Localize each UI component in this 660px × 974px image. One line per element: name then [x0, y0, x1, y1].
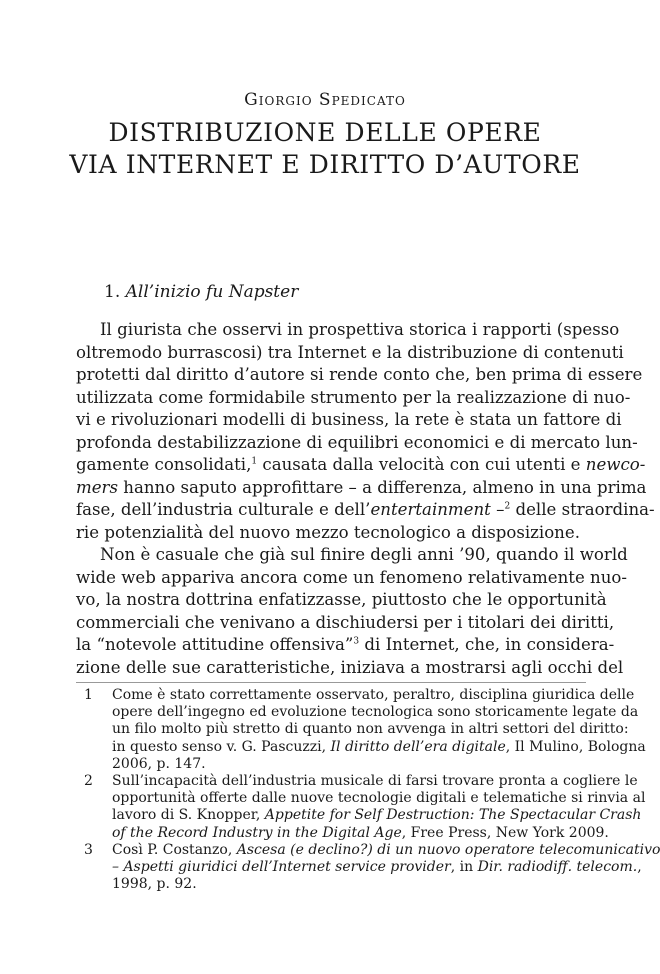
footnote-line: 2006, p. 147. [112, 755, 206, 772]
title-line-1: DISTRIBUZIONE DELLE OPERE [108, 118, 542, 147]
footnote-line [112, 807, 642, 824]
body-text-run-italic: newco- [585, 455, 646, 474]
body-text-run: gamente consolidati, [76, 455, 252, 474]
footnote-text-run: lavoro di S. Knopper, [112, 807, 265, 824]
footnote-text-run: , [637, 859, 642, 876]
footnote-line [112, 859, 642, 876]
footnote-number: 1 [84, 687, 93, 703]
body-line: commerciali che venivano a dischiudersi per i titolari dei diritti, [76, 612, 615, 632]
body-line [76, 454, 646, 477]
footnote-text-run-italic: – Aspetti giuridici dell’Internet service provider [112, 859, 451, 876]
footnote-text-run: , Free Press, New York 2009. [401, 824, 609, 841]
footnote-line: Come è stato correttamente osservato, peraltro, disciplina giuridica delle [112, 687, 635, 703]
footnote-text-run: , Il Mulino, Bologna [505, 738, 646, 755]
footnote-text-run-italic: Ascesa (e declino?) di un nuovo operatore telecomunicativo [236, 841, 660, 858]
footnote-text-run-italic: of the Record Industry in the Digital Age [112, 824, 402, 841]
section-number: 1. [104, 282, 121, 302]
footnote-1 [76, 687, 646, 773]
footnote-3 [76, 841, 660, 894]
footnote-number: 3 [84, 841, 93, 858]
footnote-ref-2[interactable]: 2 [504, 501, 511, 512]
body-text-run-italic: entertainment [370, 500, 491, 519]
body-line: rie potenzialità del nuovo mezzo tecnologico a disposizione. [76, 522, 580, 542]
body-line: vi e rivoluzionari modelli di business, la rete è stata un fattore di [76, 410, 622, 429]
body-line: vo, la nostra dottrina enfatizzasse, piuttosto che le opportunità [76, 590, 607, 609]
footnote-text-run: in questo senso v. G. Pascuzzi, [112, 738, 331, 755]
body-text-run: hanno saputo approfittare – a differenza, almeno in una prima [118, 477, 647, 497]
footnote-text-run: , in [450, 859, 478, 876]
footnote-line [112, 824, 609, 842]
footnote-ref-1[interactable]: 1 [251, 456, 258, 467]
footnote-divider [76, 682, 586, 683]
section-heading [104, 282, 298, 302]
author-name: Giorgio Spedicato [244, 90, 406, 110]
footnote-text-run-italic: Appetite for Self Destruction: The Spectacular Crash [264, 807, 642, 824]
body-text-run: causata dalla velocità con cui utenti e [257, 455, 586, 474]
body-text-run-italic: mers [76, 477, 119, 497]
footnote-line [112, 738, 646, 756]
footnote-line: opportunità offerte dalle nuove tecnologie digitali e telematiche si rinvia al [112, 790, 646, 807]
article-title [0, 117, 650, 181]
footnote-line: opere dell’ingegno ed evoluzione tecnologica sono storicamente legate da [112, 704, 639, 721]
body-text-run: la “notevole attitudine offensiva” [76, 635, 354, 654]
body-line: oltremodo burrascosi) tra Internet e la distribuzione di contenuti [76, 342, 624, 362]
footnote-2 [76, 773, 646, 842]
footnote-text-run: Così P. Costanzo, [112, 841, 237, 858]
body-text-run: – [490, 500, 505, 519]
footnote-ref-3[interactable]: 3 [353, 636, 360, 647]
body-text-run: delle straordina- [510, 500, 655, 519]
body-line: profonda destabilizzazione di equilibri economici e di mercato lun- [76, 432, 638, 452]
footnote-number: 2 [84, 773, 93, 790]
body-text [76, 319, 655, 679]
body-line [76, 499, 655, 522]
body-line: Il giurista che osservi in prospettiva storica i rapporti (spesso [100, 320, 620, 339]
footnote-text-run-italic: Dir. radiodiff. telecom. [477, 859, 638, 876]
body-line: Non è casuale che già sul finire degli anni ’90, quando il world [100, 545, 628, 564]
footnote-line: Sull’incapacità dell’industria musicale di farsi trovare pronta a cogliere le [112, 773, 638, 790]
footnote-line: 1998, p. 92. [112, 876, 197, 893]
footnote-text-run-italic: Il diritto dell’era digitale [330, 738, 506, 755]
body-text-run: di Internet, che, in considera- [359, 635, 615, 654]
section-title: All’inizio fu Napster [125, 282, 299, 302]
footnotes [76, 687, 660, 893]
body-text-run: fase, dell’industria culturale e dell’ [76, 500, 371, 519]
body-line: protetti dal diritto d’autore si rende conto che, ben prima di essere [76, 365, 643, 384]
body-line [76, 477, 647, 500]
body-line: wide web appariva ancora come un fenomeno relativamente nuo- [76, 567, 628, 587]
body-line [76, 634, 615, 657]
title-line-2: VIA INTERNET E DIRITTO D’AUTORE [69, 150, 581, 179]
body-line: utilizzata come formidabile strumento per la realizzazione di nuo- [76, 387, 631, 407]
footnote-line [112, 841, 660, 859]
body-line: zione delle sue caratteristiche, iniziava a mostrarsi agli occhi del [76, 657, 624, 677]
footnote-line: un filo molto più stretto di quanto non avvenga in altri settori del diritto: [112, 721, 629, 738]
